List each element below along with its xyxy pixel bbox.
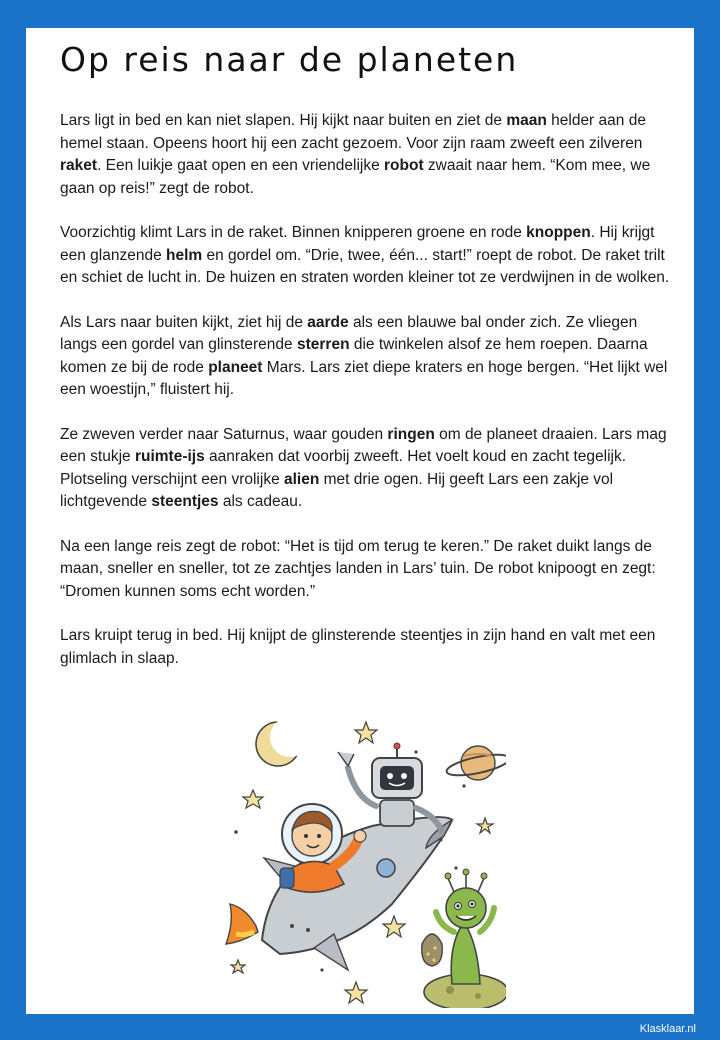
text-segment: aanraken dat voorbij zweeft. Het voelt koud en zacht tegelijk. Plotseling verschijnt een vrolijke (60, 448, 627, 488)
keyword: robot (384, 157, 424, 174)
text-segment: . Hij krijgt een glanzende (60, 224, 655, 264)
text-segment: Als Lars naar buiten kijkt, ziet hij de (60, 313, 308, 331)
story-paragraph (60, 222, 672, 290)
footer-brand: Klasklaar.nl (639, 1023, 696, 1035)
keyword: ringen (387, 425, 435, 443)
story-paragraph (60, 625, 672, 670)
text-segment: helder aan de hemel staan. Opeens hoort hij een zacht gezoem. Voor zijn raam zweeft een zilveren (60, 112, 646, 152)
text-segment: Na een lange reis zegt de robot: “Het is tijd om terug te keren.” De raket duikt langs de maan, sneller en sneller, tot ze zachtjes landen in Lars’ tuin. De robot knipoogt en zegt: “Dromen kunnen soms echt worden.” (60, 537, 656, 600)
story-paragraph (60, 536, 672, 604)
worksheet-page (26, 28, 694, 1014)
space-illustration (216, 708, 506, 1008)
keyword: planeet (208, 358, 263, 376)
keyword: knoppen (526, 224, 591, 241)
moon-icon (256, 717, 310, 766)
story-paragraph (60, 312, 672, 402)
text-segment: die twinkelen alsof ze hem roepen. Daarna komen ze bij de rode (60, 336, 648, 376)
text-segment: en gordel om. “Drie, twee, één... start!” roept de robot. De raket trilt en schiet de lucht in. De huizen en straten worden kleiner tot ze verdwijnen in de wolken. (60, 246, 670, 286)
keyword: helm (166, 246, 203, 264)
text-segment: Lars kruipt terug in bed. Hij knijpt de glinsterende steentjes in zijn hand en valt met een glimlach in slaap. (60, 627, 656, 667)
text-segment: als cadeau. (218, 493, 303, 510)
keyword: steentjes (151, 493, 219, 510)
text-segment: Ze zweven verder naar Saturnus, waar gouden (60, 425, 388, 443)
keyword: alien (284, 470, 320, 488)
keyword: aarde (307, 313, 349, 331)
text-segment: om de planeet draaien. Lars mag een stukje (60, 425, 667, 465)
keyword: ruimte-ijs (134, 448, 205, 465)
text-segment: als een blauwe bal onder zich. Ze vliegen langs een gordel van glinsterende (60, 313, 638, 353)
text-segment: . Een luikje gaat open en een vriendelijke (97, 157, 385, 174)
keyword: raket (60, 157, 98, 174)
story-paragraph (60, 110, 672, 200)
text-segment: Mars. Lars ziet diepe kraters en hoge bergen. “Het lijkt wel een woestijn,” fluistert hij. (60, 358, 668, 398)
text-segment: met drie ogen. Hij geeft Lars een zakje vol lichtgevende (60, 470, 614, 510)
keyword: maan (506, 112, 547, 129)
story-paragraph (60, 424, 672, 514)
keyword: sterren (296, 336, 350, 353)
page-title: Op reis naar de planeten (60, 40, 519, 79)
saturn-icon (445, 746, 506, 780)
text-segment: zwaait naar hem. “Kom mee, we gaan op reis!” zegt de robot. (60, 157, 651, 197)
text-segment: Voorzichtig klimt Lars in de raket. Binnen knipperen groene en rode (60, 224, 527, 241)
text-segment: Lars ligt in bed en kan niet slapen. Hij kijkt naar buiten en ziet de (60, 112, 507, 129)
alien-icon (422, 869, 506, 1008)
story-text (60, 110, 672, 692)
